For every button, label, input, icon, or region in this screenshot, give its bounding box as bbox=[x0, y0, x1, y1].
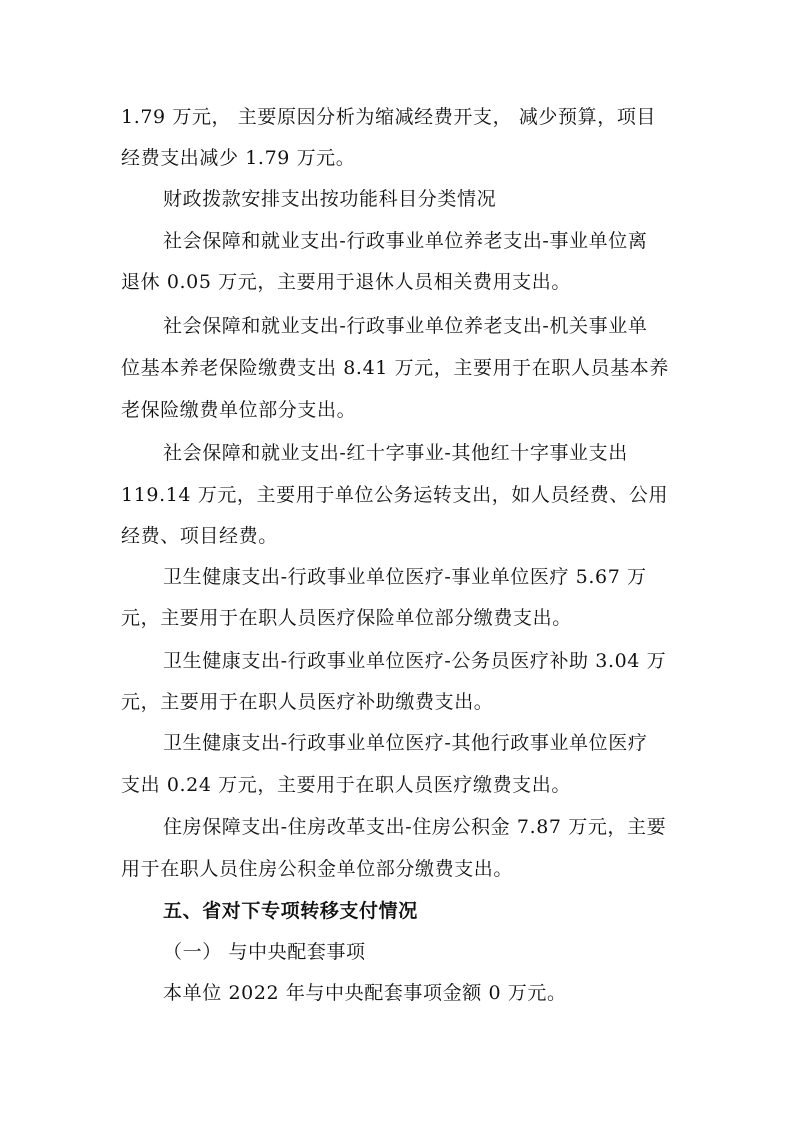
subsection-heading: （一） 与中央配套事项 bbox=[163, 941, 366, 963]
paragraph-line: 位基本养老保险缴费支出 8.41 万元，主要用于在职人员基本养 bbox=[121, 357, 669, 379]
paragraph-line: 老保险缴费单位部分支出。 bbox=[121, 399, 357, 421]
paragraph-line: 经费、项目经费。 bbox=[121, 525, 278, 547]
paragraph-line: 119.14 万元，主要用于单位公务运转支出，如人员经费、公用 bbox=[121, 484, 669, 506]
paragraph-line: 元，主要用于在职人员医疗补助缴费支出。 bbox=[121, 691, 494, 713]
paragraph-line: 元，主要用于在职人员医疗保险单位部分缴费支出。 bbox=[121, 607, 572, 629]
paragraph-line: 社会保障和就业支出-行政事业单位养老支出-机关事业单 bbox=[163, 315, 648, 337]
paragraph-line: 卫生健康支出-行政事业单位医疗-其他行政事业单位医疗 bbox=[163, 732, 648, 754]
paragraph-line: 退休 0.05 万元，主要用于退休人员相关费用支出。 bbox=[121, 271, 571, 293]
paragraph-line: 住房保障支出-住房改革支出-住房公积金 7.87 万元，主要 bbox=[163, 816, 667, 838]
paragraph-line: 本单位 2022 年与中央配套事项金额 0 万元。 bbox=[163, 982, 567, 1004]
section-heading: 五、省对下专项转移支付情况 bbox=[163, 900, 418, 922]
paragraph-line: 社会保障和就业支出-行政事业单位养老支出-事业单位离 bbox=[163, 230, 648, 252]
section-subtitle: 财政拨款安排支出按功能科目分类情况 bbox=[163, 188, 497, 210]
paragraph-line: 1.79 万元， 主要原因分析为缩减经费开支， 减少预算，项目 bbox=[121, 106, 657, 128]
paragraph-line: 卫生健康支出-行政事业单位医疗-公务员医疗补助 3.04 万 bbox=[163, 650, 667, 672]
paragraph-line: 用于在职人员住房公积金单位部分缴费支出。 bbox=[121, 858, 514, 880]
paragraph-line: 卫生健康支出-行政事业单位医疗-事业单位医疗 5.67 万 bbox=[163, 566, 647, 588]
paragraph-line: 社会保障和就业支出-红十字事业-其他红十字事业支出 bbox=[163, 442, 628, 464]
paragraph-line: 经费支出减少 1.79 万元。 bbox=[121, 147, 356, 169]
paragraph-line: 支出 0.24 万元，主要用于在职人员医疗缴费支出。 bbox=[121, 774, 571, 796]
